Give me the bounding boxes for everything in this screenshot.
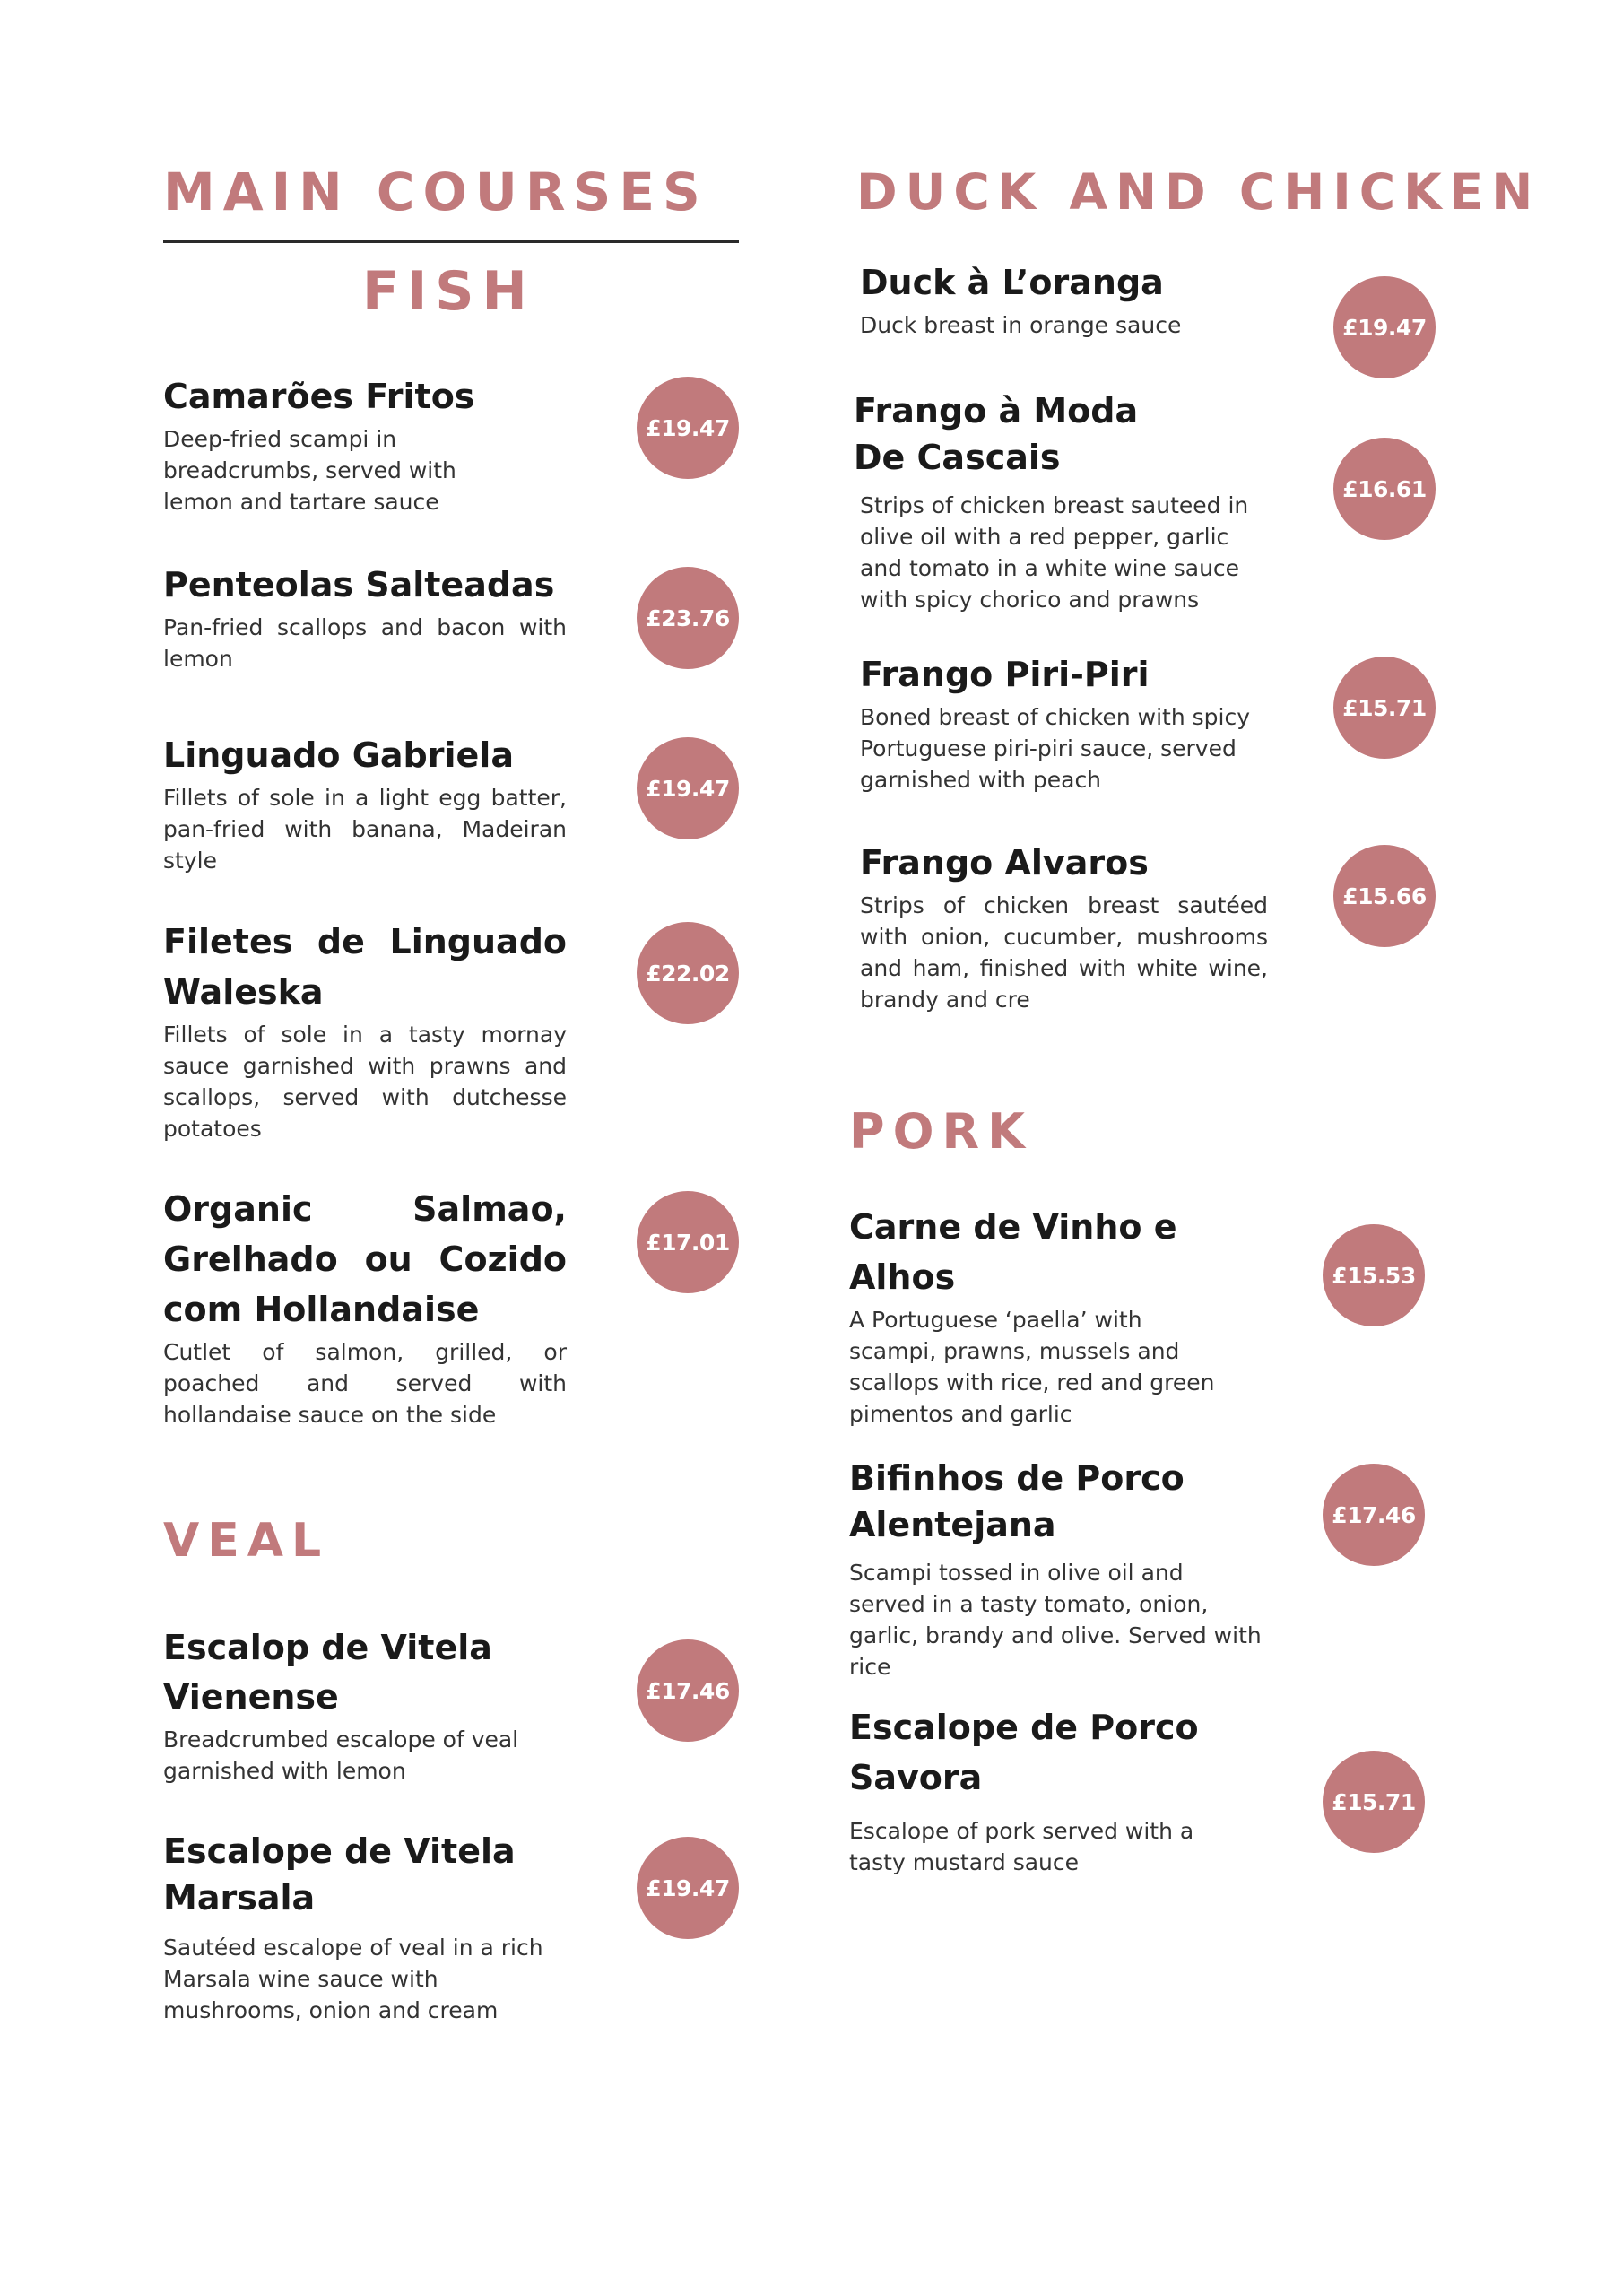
- item-description: A Portuguese ‘paella’ with scampi, prawns, mussels and scallops with rice, red and green pimentos and garlic: [849, 1307, 1215, 1427]
- veal-section-title: VEAL: [163, 1514, 330, 1568]
- item-description: Scampi tossed in olive oil and served in a tasty tomato, onion, garlic, brandy and olive. Served with rice: [849, 1560, 1262, 1680]
- price-badge: £19.47: [637, 377, 739, 479]
- price-badge: £15.66: [1333, 845, 1436, 947]
- item-name: Frango Piri-Piri: [860, 655, 1150, 694]
- item-description: Escalope of pork served with a tasty mustard sauce: [849, 1818, 1194, 1875]
- price-badge: £17.46: [1323, 1464, 1425, 1566]
- left-column: [163, 152, 739, 2081]
- price-badge: £17.46: [637, 1639, 739, 1742]
- item-name: Escalop de Vitela Vienense: [163, 1628, 492, 1717]
- item-name: Filetes de Linguado Waleska: [163, 922, 567, 1012]
- menu-item: [163, 372, 567, 517]
- menu-item: [163, 1184, 567, 1431]
- menu-item: [163, 1623, 567, 1787]
- item-description: Fillets of sole in a tasty mornay sauce garnished with prawns and scallops, served with dutchesse potatoes: [163, 1022, 567, 1142]
- price-badge: £23.76: [637, 567, 739, 669]
- item-name: Organic Salmao, Grelhado ou Cozido com Hollandaise: [163, 1189, 567, 1329]
- menu-item: [163, 731, 567, 876]
- item-description: Cutlet of salmon, grilled, or poached and served with hollandaise sauce on the side: [163, 1339, 567, 1428]
- menu-item: [854, 387, 1275, 615]
- item-description: Fillets of sole in a light egg batter, pan-fried with banana, Madeiran style: [163, 785, 567, 874]
- item-description: Strips of chicken breast sautéed with onion, cucumber, mushrooms and ham, finished with white wine, brandy and cre: [860, 892, 1268, 1013]
- item-name: Camarões Fritos: [163, 377, 475, 416]
- price-badge: £22.02: [637, 922, 739, 1024]
- item-description: Strips of chicken breast sauteed in olive oil with a red pepper, garlic and tomato in a white wine sauce with spicy chorico and prawns: [860, 492, 1249, 613]
- item-name: Linguado Gabriela: [163, 735, 514, 775]
- item-name: Duck à L’oranga: [860, 263, 1164, 302]
- title-divider: [163, 240, 739, 243]
- menu-item: [860, 258, 1281, 341]
- price-badge: £15.53: [1323, 1224, 1425, 1326]
- item-description: Breadcrumbed escalope of veal garnished with lemon: [163, 1726, 519, 1784]
- item-description: Deep-fried scampi in breadcrumbs, served with lemon and tartare sauce: [163, 426, 456, 515]
- pork-section-title: PORK: [849, 1103, 1033, 1160]
- menu-item: [860, 839, 1281, 1015]
- menu-item: [163, 561, 567, 674]
- price-badge: £19.47: [637, 1837, 739, 1939]
- menu-item: [849, 1202, 1271, 1430]
- item-name: Frango Alvaros: [860, 843, 1149, 883]
- item-description: Duck breast in orange sauce: [860, 312, 1182, 338]
- item-description: Boned breast of chicken with spicy Portuguese piri-piri sauce, served garnished with peach: [860, 704, 1251, 793]
- item-name: Escalope de Vitela Marsala: [163, 1831, 516, 1918]
- right-column: [847, 152, 1541, 1946]
- item-name: Penteolas Salteadas: [163, 565, 555, 604]
- price-badge: £19.47: [637, 737, 739, 839]
- menu-item: [163, 1828, 567, 2026]
- menu-item: [849, 1455, 1271, 1683]
- item-name: Escalope de Porco Savora: [849, 1708, 1199, 1797]
- price-badge: £15.71: [1333, 657, 1436, 759]
- menu-item: [849, 1702, 1271, 1878]
- price-badge: £19.47: [1333, 276, 1436, 378]
- price-badge: £17.01: [637, 1191, 739, 1293]
- menu-item: [163, 917, 567, 1144]
- item-name: Frango à Moda De Cascais: [854, 391, 1139, 477]
- item-name: Carne de Vinho e Alhos: [849, 1207, 1177, 1297]
- duck-chicken-section-title: DUCK AND CHICKEN: [856, 163, 1541, 221]
- price-badge: £15.71: [1323, 1751, 1425, 1853]
- item-description: Pan-fried scallops and bacon with lemon: [163, 614, 567, 672]
- price-badge: £16.61: [1333, 438, 1436, 540]
- fish-section-title: FISH: [362, 260, 535, 323]
- item-name: Bifinhos de Porco Alentejana: [849, 1458, 1185, 1544]
- item-description: Sautéed escalope of veal in a rich Marsala wine sauce with mushrooms, onion and cream: [163, 1935, 543, 2023]
- main-courses-title: MAIN COURSES: [163, 161, 708, 222]
- menu-item: [860, 650, 1281, 796]
